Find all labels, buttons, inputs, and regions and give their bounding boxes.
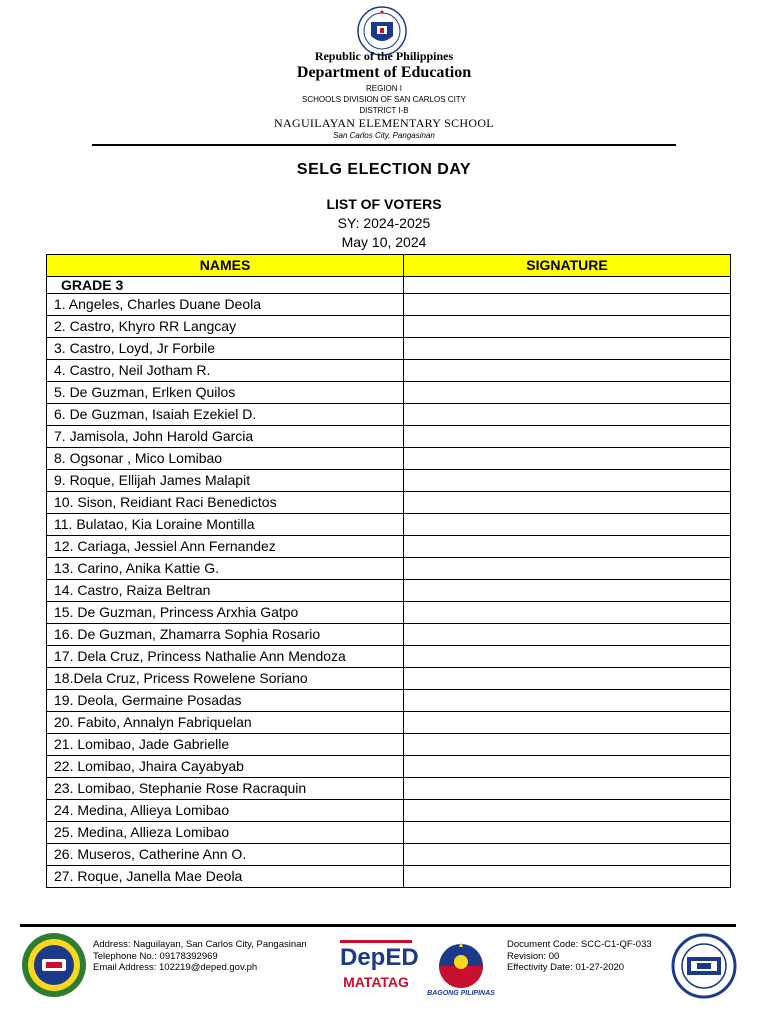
table-row <box>47 404 731 426</box>
table-row <box>47 426 731 448</box>
document-control-block <box>507 939 652 974</box>
table-row <box>47 800 731 822</box>
names-column-header: NAMES <box>47 255 404 277</box>
table-row <box>47 646 731 668</box>
telephone-text: Telephone No.: 09178392969 <box>93 950 218 962</box>
voter-name: 2. Castro, Khyro RR Langcay <box>47 316 404 338</box>
voter-name: 1. Angeles, Charles Duane Deola <box>47 294 404 316</box>
header-divider <box>92 144 676 146</box>
table-row <box>47 492 731 514</box>
signature-cell <box>404 712 731 734</box>
voter-name: 24. Medina, Allieya Lomibao <box>47 800 404 822</box>
footer-divider <box>20 924 736 927</box>
voter-name: 18.Dela Cruz, Pricess Rowelene Soriano <box>47 668 404 690</box>
table-row <box>47 514 731 536</box>
voter-name: 12. Cariaga, Jessiel Ann Fernandez <box>47 536 404 558</box>
table-row <box>47 778 731 800</box>
table-row <box>47 536 731 558</box>
signature-cell <box>404 426 731 448</box>
table-row <box>47 756 731 778</box>
signature-cell <box>404 360 731 382</box>
table-row <box>47 470 731 492</box>
signature-cell <box>404 866 731 888</box>
voters-table <box>46 254 731 888</box>
signature-cell <box>404 756 731 778</box>
signature-cell <box>404 844 731 866</box>
table-row <box>47 822 731 844</box>
signature-cell <box>404 404 731 426</box>
effectivity-text: Effectivity Date: 01-27-2020 <box>507 962 625 973</box>
school-year: SY: 2024-2025 <box>337 215 431 231</box>
voter-name: 22. Lomibao, Jhaira Cayabyab <box>47 756 404 778</box>
deped-wordmark: DepED <box>340 940 412 973</box>
voter-name: 16. De Guzman, Zhamarra Sophia Rosario <box>47 624 404 646</box>
table-row <box>47 448 731 470</box>
signature-cell <box>404 536 731 558</box>
voter-name: 26. Museros, Catherine Ann O. <box>47 844 404 866</box>
signature-cell <box>404 448 731 470</box>
republic-heading: Republic of the Philippines <box>314 49 454 63</box>
voter-name: 14. Castro, Raiza Beltran <box>47 580 404 602</box>
voter-name: 11. Bulatao, Kia Loraine Montilla <box>47 514 404 536</box>
table-row <box>47 844 731 866</box>
voter-name: 15. De Guzman, Princess Arxhia Gatpo <box>47 602 404 624</box>
signature-cell <box>404 734 731 756</box>
voter-name: 4. Castro, Neil Jotham R. <box>47 360 404 382</box>
signature-cell <box>404 514 731 536</box>
table-row <box>47 602 731 624</box>
signature-cell <box>404 690 731 712</box>
voter-name: 19. Deola, Germaine Posadas <box>47 690 404 712</box>
table-row <box>47 360 731 382</box>
address-text: Address: Naguilayan, San Carlos City, Pangasinan <box>93 939 307 950</box>
table-row <box>47 558 731 580</box>
signature-cell <box>404 778 731 800</box>
iso-certification-badge-icon <box>667 933 741 999</box>
contact-block <box>93 939 307 974</box>
department-heading: Department of Education <box>296 64 472 81</box>
voter-name: 21. Lomibao, Jade Gabrielle <box>47 734 404 756</box>
voter-name: 9. Roque, Ellijah James Malapit <box>47 470 404 492</box>
signature-column-header: SIGNATURE <box>404 255 731 277</box>
document-code-text: Document Code: SCC-C1-QF-033 <box>507 939 652 950</box>
table-row <box>47 338 731 360</box>
signature-cell <box>404 822 731 844</box>
event-title: SELG ELECTION DAY <box>296 161 472 178</box>
region-text: REGION I <box>365 84 402 93</box>
signature-cell <box>404 558 731 580</box>
table-row <box>47 316 731 338</box>
voter-name: 7. Jamisola, John Harold Garcia <box>47 426 404 448</box>
voter-name: 27. Roque, Janella Mae Deola <box>47 866 404 888</box>
signature-cell <box>404 492 731 514</box>
signature-cell <box>404 470 731 492</box>
voter-name: 13. Carino, Anika Kattie G. <box>47 558 404 580</box>
voter-name: 25. Medina, Allieza Lomibao <box>47 822 404 844</box>
matatag-wordmark: MATATAG <box>343 974 409 990</box>
voter-name: 6. De Guzman, Isaiah Ezekiel D. <box>47 404 404 426</box>
table-row <box>47 866 731 888</box>
signature-cell <box>404 316 731 338</box>
district-text: DISTRICT I-B <box>359 106 409 115</box>
signature-cell <box>404 624 731 646</box>
table-row <box>47 668 731 690</box>
signature-cell <box>404 580 731 602</box>
voter-name: 5. De Guzman, Erlken Quilos <box>47 382 404 404</box>
table-row <box>47 580 731 602</box>
signature-cell <box>404 800 731 822</box>
signature-cell <box>404 602 731 624</box>
list-title: LIST OF VOTERS <box>326 196 442 212</box>
signature-cell <box>404 294 731 316</box>
grade-label: GRADE 3 <box>47 277 404 294</box>
table-row <box>47 690 731 712</box>
voter-name: 8. Ogsonar , Mico Lomibao <box>47 448 404 470</box>
bagong-pilipinas-emblem-icon <box>431 940 491 990</box>
signature-cell <box>404 646 731 668</box>
voter-name: 23. Lomibao, Stephanie Rose Racraquin <box>47 778 404 800</box>
school-logo-icon <box>21 932 87 998</box>
signature-cell <box>404 668 731 690</box>
voter-name: 20. Fabito, Annalyn Fabriquelan <box>47 712 404 734</box>
school-name: NAGUILAYAN ELEMENTARY SCHOOL <box>274 116 494 130</box>
division-text: SCHOOLS DIVISION OF SAN CARLOS CITY <box>301 95 467 104</box>
voter-name: 10. Sison, Reidiant Raci Benedictos <box>47 492 404 514</box>
school-location: San Carlos City, Pangasinan <box>333 131 435 140</box>
voter-name: 3. Castro, Loyd, Jr Forbile <box>47 338 404 360</box>
election-date: May 10, 2024 <box>341 234 427 250</box>
email-text: Email Address: 102219@deped.gov.ph <box>93 962 258 973</box>
voter-name: 17. Dela Cruz, Princess Nathalie Ann Mendoza <box>47 646 404 668</box>
table-row <box>47 712 731 734</box>
signature-cell <box>404 338 731 360</box>
table-row <box>47 734 731 756</box>
revision-text: Revision: 00 <box>507 950 560 962</box>
signature-cell <box>404 277 731 294</box>
table-row <box>47 624 731 646</box>
deped-matatag-logo <box>340 940 419 998</box>
signature-cell <box>404 382 731 404</box>
table-row <box>47 294 731 316</box>
table-row <box>47 382 731 404</box>
bagong-pilipinas-text: BAGONG PILIPINAS <box>427 990 495 997</box>
